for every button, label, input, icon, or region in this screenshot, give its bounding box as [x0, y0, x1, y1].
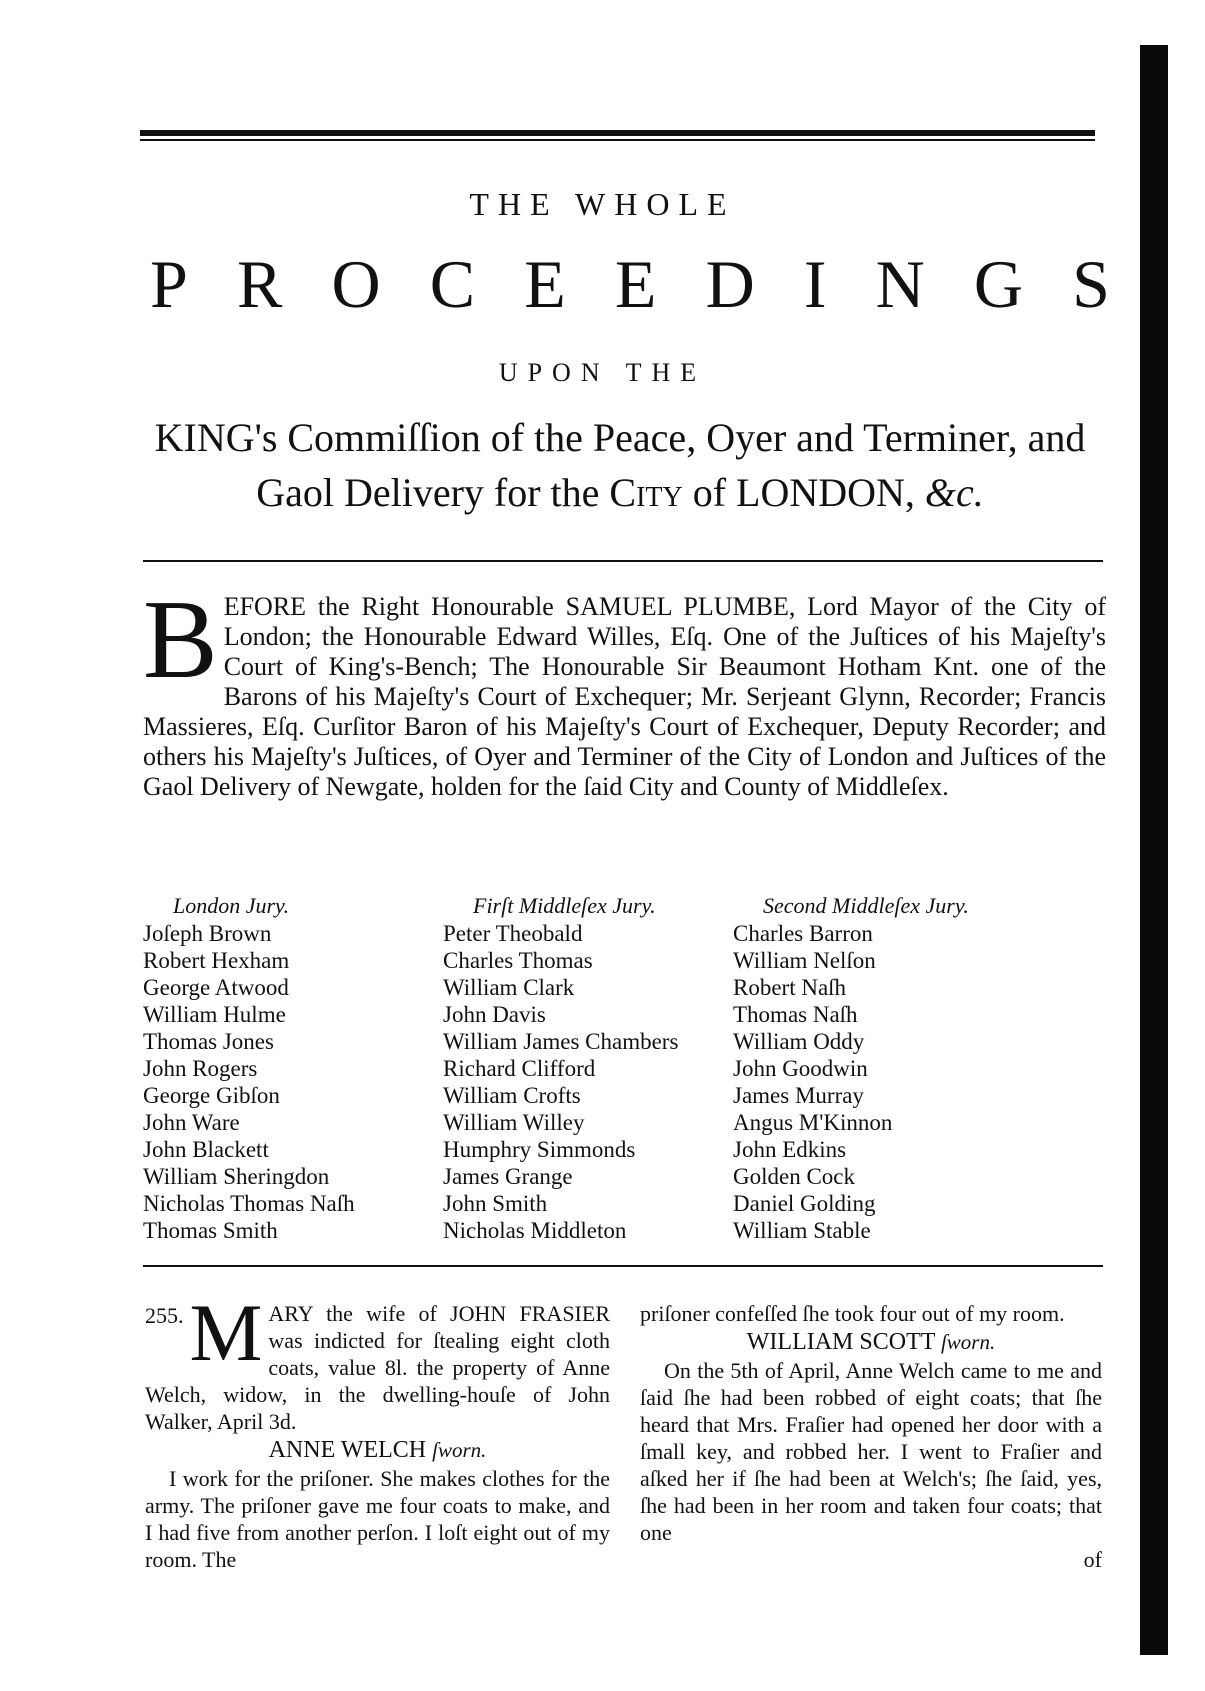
title-letter: P [150, 246, 188, 322]
juror-name: William Hulme [143, 1002, 286, 1027]
juror-name: James Grange [443, 1164, 573, 1189]
case-column-left [145, 1287, 610, 1573]
witness2-name: WILLIAM SCOTT [746, 1329, 941, 1355]
juror-name: Richard Clifford [443, 1056, 596, 1081]
top-rule [140, 130, 1095, 136]
witness1-testimony: I work for the priſoner. She makes clothes for the army. The priſoner gave me four coats to make, and I had five from another perſon. I loſt eight out of my room. The [145, 1466, 610, 1572]
juror-name: Golden Cock [733, 1164, 856, 1189]
juror-name: John Blackett [143, 1137, 269, 1162]
title-letter: E [614, 246, 657, 322]
juror-name: William Clark [443, 975, 575, 1000]
right-continuation: priſoner confeſſed ſhe took four out of my room. [640, 1301, 1065, 1326]
juror-name: William Oddy [733, 1029, 865, 1054]
jury-title: Second Middleſex Jury. [763, 893, 969, 918]
top-rule-thin [140, 139, 1095, 141]
juror-name: John Goodwin [733, 1056, 868, 1081]
title-line2-city: City [609, 470, 683, 515]
juror-name: William James Chambers [443, 1029, 679, 1054]
juror-name: Angus M'Kinnon [733, 1110, 893, 1135]
juror-name: Humphry Simmonds [443, 1137, 636, 1162]
title-letter: N [875, 246, 925, 322]
juror-name: John Davis [443, 1002, 546, 1027]
juror-name: Charles Barron [733, 921, 873, 946]
juror-name: William Willey [443, 1110, 585, 1135]
case-dropcap: M [189, 1287, 263, 1378]
juror-name: Daniel Golding [733, 1191, 876, 1216]
juror-name: Joſeph Brown [143, 921, 272, 946]
title-letter: I [803, 246, 827, 322]
witness-heading-william-scott [640, 1327, 1102, 1357]
title-the-whole: THE WHOLE [469, 186, 736, 222]
title-letter: G [973, 246, 1023, 322]
juror-name: Thomas Naſh [733, 1002, 858, 1027]
juror-name: William Stable [733, 1218, 871, 1243]
juror-name: Nicholas Thomas Naſh [143, 1191, 355, 1216]
title-proceedings [150, 246, 1110, 322]
jury-title: Firſt Middleſex Jury. [473, 893, 656, 918]
juror-name: Peter Theobald [443, 921, 583, 946]
juror-name: George Gibſon [143, 1083, 280, 1108]
juror-name: Nicholas Middleton [443, 1218, 627, 1243]
scan-edge-bar [1140, 45, 1168, 1655]
title-letter: E [524, 246, 566, 322]
catchword: of [1083, 1547, 1102, 1572]
intro-dropcap: B [143, 578, 218, 702]
juror-name: Thomas Jones [143, 1029, 274, 1054]
juror-name: John Edkins [733, 1137, 847, 1162]
title-line2-b: of LONDON, [682, 470, 925, 515]
section-rule [143, 560, 1103, 562]
case-opening-text: ARY the wife of JOHN FRASIER was indicted for ſtealing eight cloth coats, value 8l. the property of Anne Welch, widow, in the dwelling-houſe of John Walker, April 3d. [145, 1301, 610, 1434]
juror-name: Charles Thomas [443, 948, 593, 973]
case-opening [145, 1287, 610, 1435]
title-line2-a: Gaol Delivery for the [256, 470, 610, 515]
witness2-testimony: On the 5th of April, Anne Welch came to me and ſaid ſhe had been robbed of eight coats; that ſhe heard that Mrs. Fraſier had opened her door with a ſmall key, and robbed her. I went to Fraſier and aſked her if ſhe had been at Welch's; ſhe ſaid, yes, ſhe had been in her room and taken four coats; that one [640, 1358, 1102, 1545]
case-number: 255. [145, 1303, 184, 1328]
witness1-name: ANNE WELCH [268, 1437, 433, 1463]
juror-name: Robert Hexham [143, 948, 290, 973]
intro-paragraph [143, 578, 1106, 802]
witness-heading-anne-welch [145, 1435, 610, 1465]
title-upon-the: UPON THE [498, 358, 707, 387]
section-rule-lower [143, 1265, 1103, 1267]
title-letter: O [331, 246, 381, 322]
juror-name: John Smith [443, 1191, 548, 1216]
jury-column [143, 892, 355, 1244]
juror-name: James Murray [733, 1083, 864, 1108]
jury-title: London Jury. [173, 893, 290, 918]
case-column-right [640, 1300, 1102, 1573]
title-commission [130, 410, 1110, 520]
jury-column [733, 892, 969, 1244]
juror-name: John Rogers [143, 1056, 258, 1081]
jury-column [443, 892, 678, 1244]
juror-name: William Sheringdon [143, 1164, 330, 1189]
title-letter: R [236, 246, 283, 322]
witness1-sworn: ſworn. [432, 1438, 487, 1462]
witness2-sworn: ſworn. [940, 1330, 996, 1354]
juror-name: George Atwood [143, 975, 289, 1000]
juror-name: William Nelſon [733, 948, 876, 973]
intro-text: EFORE the Right Honourable SAMUEL PLUMBE, Lord Mayor of the City of London; the Honourable Edward Willes, Eſq. One of the Juſtices of his Majeſty's Court of King's-Bench; The Honourable Sir Beaumont Hotham Knt. one of the Barons of his Majeſty's Court of Exchequer; Mr. Serjeant Glynn, Recorder; Francis Massieres, Eſq. Curſitor Baron of his Majeſty's Court of Exchequer, Deputy Recorder; and others his Majeſty's Juſtices, of Oyer and Terminer of the City of London and Juſtices of the Gaol Delivery of Newgate, holden for the ſaid City and County of Middleſex. [143, 592, 1106, 801]
jury-lists [143, 892, 1103, 1252]
title-letter: S [1072, 246, 1110, 322]
juror-name: Thomas Smith [143, 1218, 278, 1243]
juror-name: William Crofts [443, 1083, 581, 1108]
title-line2-etc: &c. [924, 470, 984, 515]
juror-name: John Ware [143, 1110, 240, 1135]
title-commission-line2 [130, 465, 1110, 520]
juror-name: Robert Naſh [733, 975, 847, 1000]
title-letter: C [429, 246, 476, 322]
title-letter: D [705, 246, 755, 322]
title-commission-line1: KING's Commiſſion of the Peace, Oyer and Terminer, and [154, 415, 1086, 460]
